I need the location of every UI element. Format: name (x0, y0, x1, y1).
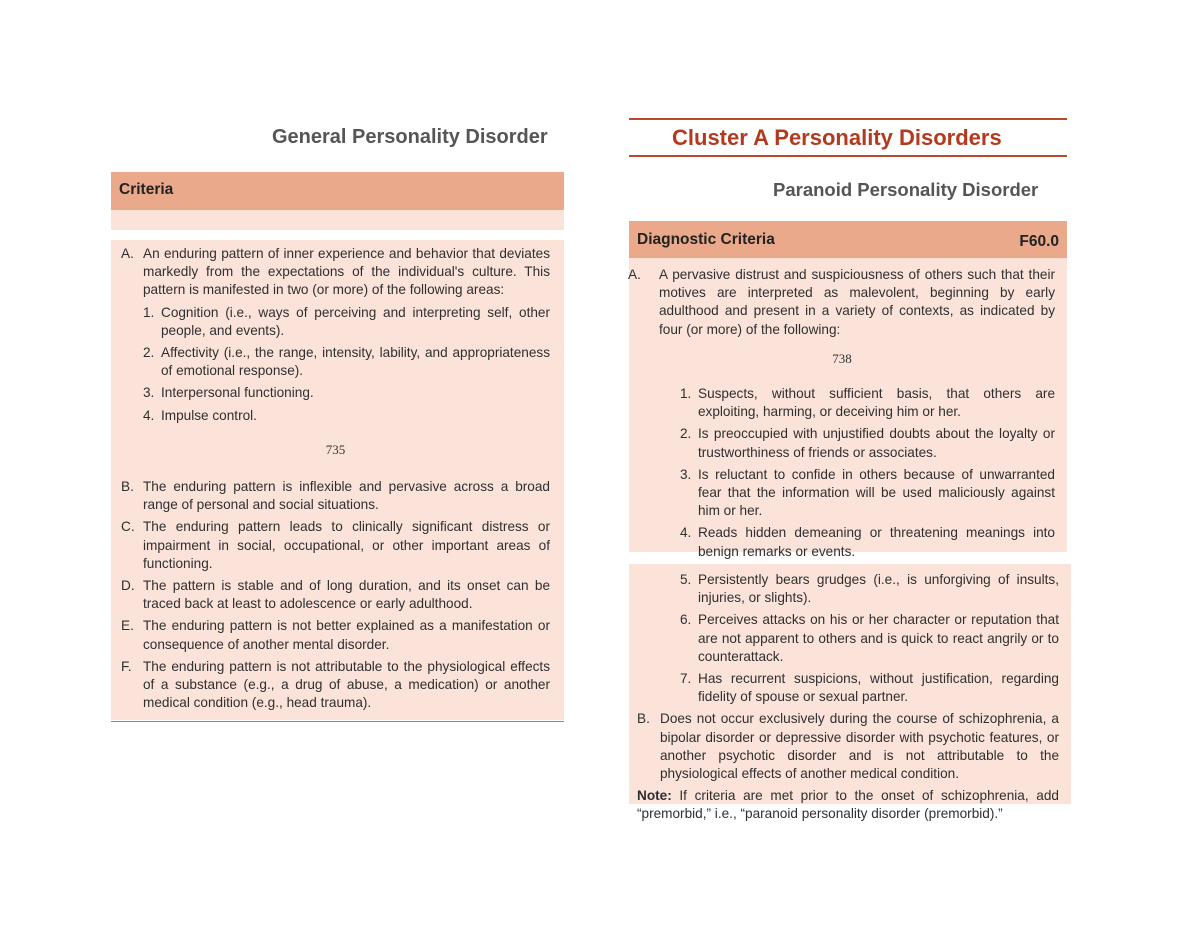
paranoid-subitem-4 (680, 524, 1055, 560)
criterion-label: C. (121, 519, 135, 535)
paranoid-criterion-b-label: B. (637, 711, 650, 727)
paranoid-criterion-a (629, 266, 1055, 339)
criterion-text: The enduring pattern is not better explained as a manifestation or consequence of another mental disorder. (143, 618, 550, 652)
criterion-5 (121, 658, 550, 713)
paranoid-subitem-text: Reads hidden demeaning or threatening meanings into benign remarks or events. (698, 525, 1055, 559)
subitem-text: Cognition (i.e., ways of perceiving and interpreting self, other people, and events). (161, 304, 550, 338)
subitem-text: Interpersonal functioning. (161, 385, 314, 401)
paranoid-subitem-text: Is preoccupied with unjustified doubts about the loyalty or trustworthiness of friends or associates. (698, 426, 1055, 460)
paranoid-subitem-3 (680, 670, 1059, 706)
cluster-title: Cluster A Personality Disorders (672, 125, 1002, 150)
paranoid-subitem-text: Suspects, without sufficient basis, that others are exploiting, harming, or deceiving him or her. (698, 386, 1055, 420)
criterion-label: B. (121, 479, 134, 495)
subitem-4 (143, 407, 550, 425)
page-number-738: 738 (832, 350, 852, 366)
criteria-header: Criteria (111, 172, 564, 210)
subitem-label: 4. (143, 407, 155, 423)
left-bottom-rule (111, 721, 564, 722)
paranoid-criterion-a-text: A pervasive distrust and suspiciousness of others such that their motives are interpreted as malevolent, beginning by early adulthood and present in a variety of contexts, as indicated by four (or more) of the following: (659, 267, 1055, 337)
paranoid-subitem-2 (680, 425, 1055, 461)
paranoid-subitems-5-7 (637, 571, 1059, 706)
criterion-text: The enduring pattern is not attributable to the physiological effects of a substance (e.g., a drug of abuse, a medication) or another medical condition (e.g., head trauma). (143, 658, 550, 711)
paranoid-note (637, 787, 1059, 823)
paranoid-subitem-label: 7. (680, 671, 692, 687)
criterion-a-subitems (121, 304, 550, 425)
paranoid-subitem-2 (680, 611, 1059, 666)
paranoid-criterion-b-text: Does not occur exclusively during the course of schizophrenia, a bipolar disorder or depressive disorder with psychotic features, or another psychotic disorder and is not attributable to the physiological effects of another medical condition. (660, 711, 1059, 782)
criteria-b-to-f (121, 478, 550, 712)
paranoid-subitem-label: 1. (680, 386, 692, 402)
paranoid-subitem-label: 2. (680, 426, 692, 442)
criterion-text: The enduring pattern is inflexible and pervasive across a broad range of personal and social situations. (143, 479, 550, 513)
paranoid-subitem-label: 3. (680, 466, 692, 482)
paranoid-subitem-text: Persistently bears grudges (i.e., is unforgiving of insults, injuries, or slights). (698, 572, 1059, 606)
criterion-label: D. (121, 578, 135, 594)
criterion-text: The pattern is stable and of long duration, and its onset can be traced back at least to adolescence or early adulthood. (143, 578, 550, 612)
left-criteria-panel (111, 240, 564, 720)
paranoid-subtitle: Paranoid Personality Disorder (773, 179, 1039, 200)
icd-code: F60.0 (1019, 233, 1059, 250)
criterion-3 (121, 577, 550, 613)
paranoid-criterion-a-label: A. (628, 267, 641, 282)
cluster-top-rule (629, 118, 1067, 120)
criterion-a-text: An enduring pattern of inner experience and behavior that deviates markedly from the expectations of the individual's culture. This pattern is manifested in two (or more) of the following areas: (143, 246, 550, 298)
paranoid-subitems-1-4 (629, 385, 1055, 561)
subitem-label: 3. (143, 385, 155, 401)
criterion-a (121, 245, 550, 300)
subitem-label: 1. (143, 304, 155, 320)
paranoid-subitem-text: Has recurrent suspicions, without justification, regarding fidelity of spouse or sexual partner. (698, 671, 1059, 705)
subitem-text: Affectivity (i.e., the range, intensity, lability, and appropriateness of emotional response). (161, 345, 550, 379)
page-number-735: 735 (325, 441, 346, 457)
subitem-text: Impulse control. (161, 407, 257, 423)
diagnostic-criteria-label: Diagnostic Criteria (637, 231, 775, 248)
criteria-header-strip (111, 210, 564, 230)
paranoid-subitem-1 (680, 571, 1059, 607)
paranoid-subitem-text: Is reluctant to confide in others because of unwarranted fear that the information will be used maliciously against him or her. (698, 466, 1055, 519)
criterion-text: The enduring pattern leads to clinically significant distress or impairment in social, occupational, or other important areas of functioning. (143, 519, 550, 571)
criterion-a-label: A. (121, 246, 134, 261)
criterion-1 (121, 478, 550, 514)
right-criteria-panel-2 (629, 564, 1071, 822)
diagnostic-criteria-header (629, 221, 1067, 258)
criterion-2 (121, 518, 550, 573)
paranoid-subitem-text: Perceives attacks on his or her character or reputation that are not apparent to others and is quick to react angrily or to counterattack. (698, 612, 1059, 664)
note-text: If criteria are met prior to the onset of schizophrenia, add “premorbid,” i.e., “paranoid personality disorder (premorbid).” (637, 788, 1059, 822)
criterion-label: E. (121, 618, 134, 634)
paranoid-subitem-label: 6. (680, 612, 692, 628)
criterion-4 (121, 617, 550, 653)
subitem-2 (143, 344, 550, 380)
paranoid-subitem-label: 4. (680, 525, 692, 541)
left-page-title: General Personality Disorder (272, 126, 548, 148)
subitem-3 (143, 384, 550, 402)
cluster-bottom-rule (629, 155, 1067, 157)
paranoid-subitem-3 (680, 466, 1055, 521)
subitem-1 (143, 304, 550, 340)
paranoid-subitem-label: 5. (680, 572, 692, 587)
criterion-label: F. (121, 658, 132, 674)
note-label: Note: (637, 788, 672, 804)
paranoid-criterion-b (637, 710, 1059, 783)
paranoid-subitem-1 (680, 385, 1055, 421)
right-criteria-panel-1 (628, 258, 1067, 559)
subitem-label: 2. (143, 345, 155, 361)
